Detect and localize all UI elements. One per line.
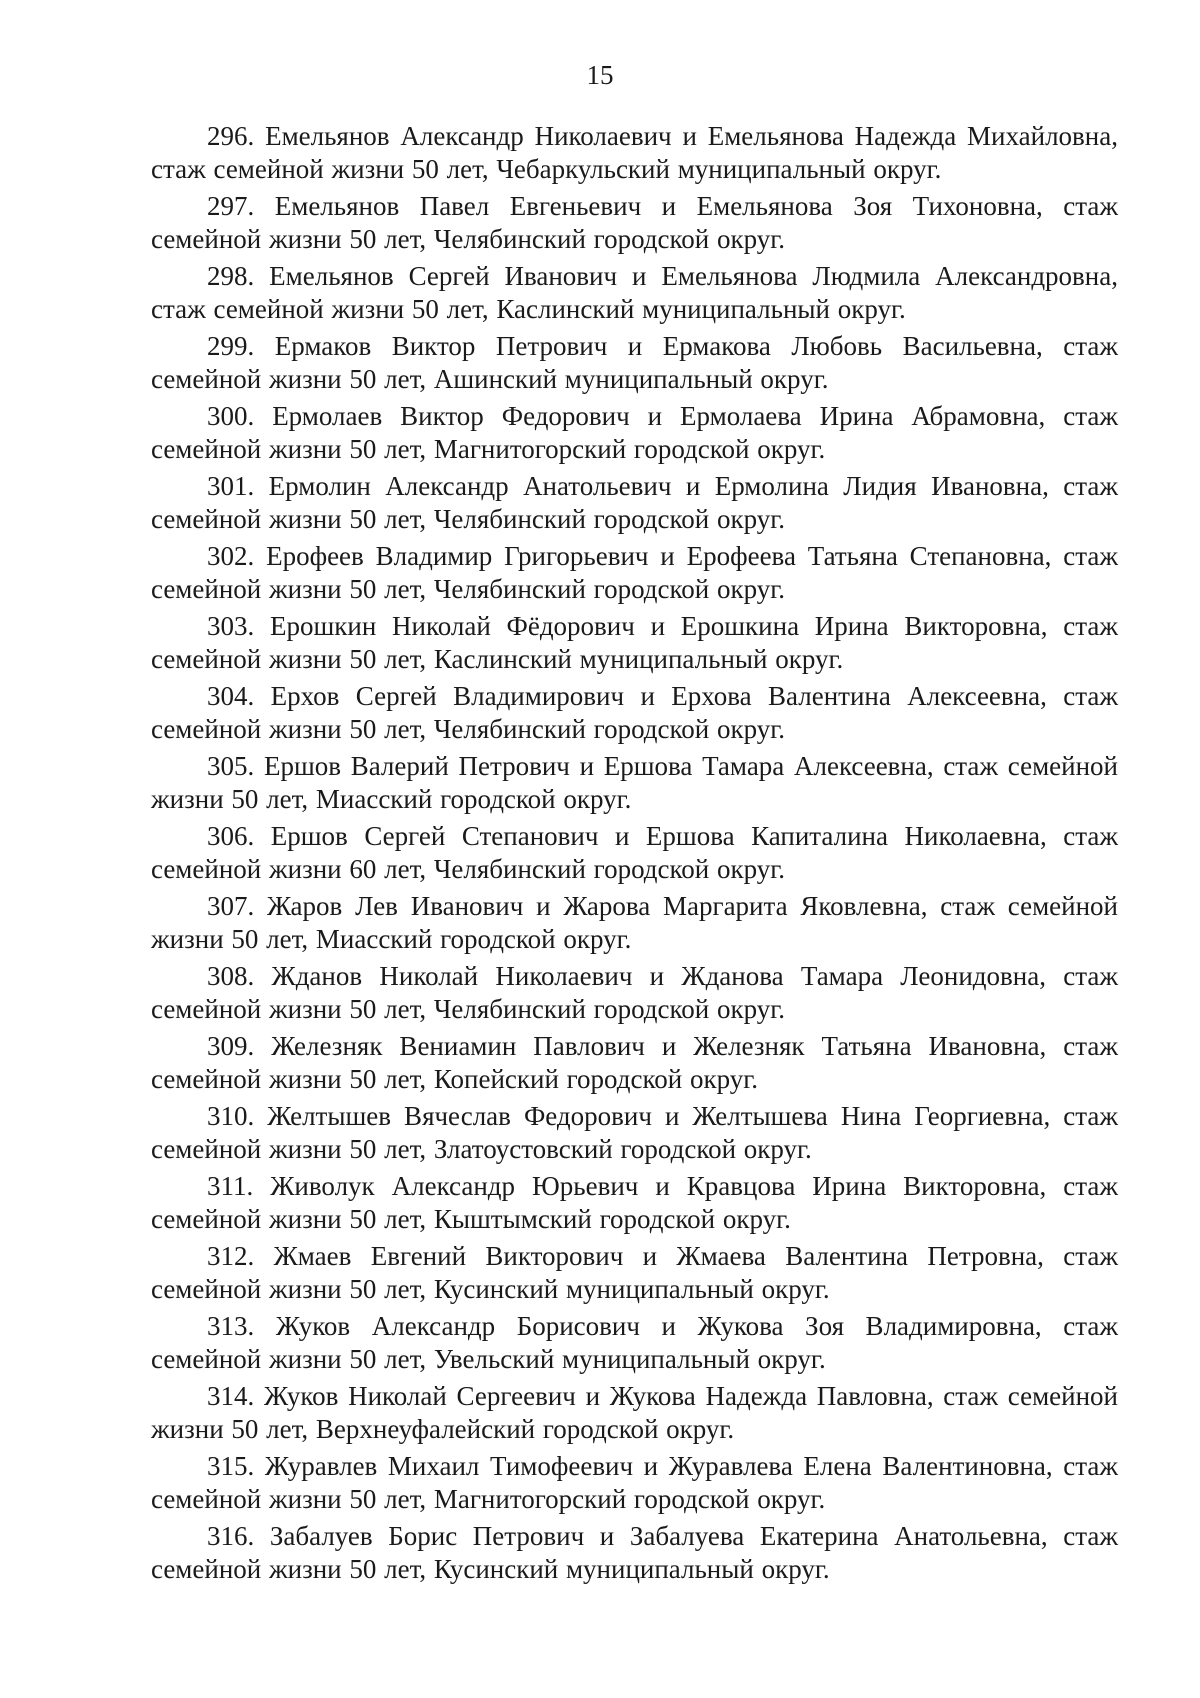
- list-item: 310. Желтышев Вячеслав Федорович и Желтышева Нина Георгиевна, стаж семейной жизни 50 лет, Златоустовский городской округ.: [151, 1101, 1118, 1164]
- list-item: 309. Железняк Вениамин Павлович и Железняк Татьяна Ивановна, стаж семейной жизни 50 лет, Копейский городской округ.: [151, 1031, 1118, 1094]
- page-number: 15: [586, 60, 614, 90]
- list-item: 298. Емельянов Сергей Иванович и Емельянова Людмила Александровна, стаж семейной жизни 50 лет, Каслинский муниципальный округ.: [151, 261, 1118, 324]
- list-item: 308. Жданов Николай Николаевич и Жданова Тамара Леонидовна, стаж семейной жизни 50 лет, Челябинский городской округ.: [151, 961, 1118, 1024]
- list-item: 307. Жаров Лев Иванович и Жарова Маргарита Яковлевна, стаж семейной жизни 50 лет, Миасский городской округ.: [151, 891, 1118, 954]
- list-item: 316. Забалуев Борис Петрович и Забалуева Екатерина Анатольевна, стаж семейной жизни 50 лет, Кусинский муниципальный округ.: [151, 1521, 1118, 1584]
- list-item: 302. Ерофеев Владимир Григорьевич и Ерофеева Татьяна Степановна, стаж семейной жизни 50 лет, Челябинский городской округ.: [151, 541, 1118, 604]
- list-item: 300. Ермолаев Виктор Федорович и Ермолаева Ирина Абрамовна, стаж семейной жизни 50 лет, Магнитогорский городской округ.: [151, 401, 1118, 464]
- list-item: 299. Ермаков Виктор Петрович и Ермакова Любовь Васильевна, стаж семейной жизни 50 лет, Ашинский муниципальный округ.: [151, 331, 1118, 394]
- list-item: 297. Емельянов Павел Евгеньевич и Емельянова Зоя Тихоновна, стаж семейной жизни 50 лет, Челябинский городской округ.: [151, 191, 1118, 254]
- list-item: 313. Жуков Александр Борисович и Жукова Зоя Владимировна, стаж семейной жизни 50 лет, Увельский муниципальный округ.: [151, 1311, 1118, 1374]
- list-item: 311. Живолук Александр Юрьевич и Кравцова Ирина Викторовна, стаж семейной жизни 50 лет, Кыштымский городской округ.: [151, 1171, 1118, 1234]
- list-item: 301. Ермолин Александр Анатольевич и Ермолина Лидия Ивановна, стаж семейной жизни 50 лет, Челябинский городской округ.: [151, 471, 1118, 534]
- list-item: 305. Ершов Валерий Петрович и Ершова Тамара Алексеевна, стаж семейной жизни 50 лет, Миасский городской округ.: [151, 751, 1118, 814]
- list-item: 296. Емельянов Александр Николаевич и Емельянова Надежда Михайловна, стаж семейной жизни 50 лет, Чебаркульский муниципальный округ.: [151, 121, 1118, 184]
- list-item: 315. Журавлев Михаил Тимофеевич и Журавлева Елена Валентиновна, стаж семейной жизни 50 лет, Магнитогорский городской округ.: [151, 1451, 1118, 1514]
- list-item: 312. Жмаев Евгений Викторович и Жмаева Валентина Петровна, стаж семейной жизни 50 лет, Кусинский муниципальный округ.: [151, 1241, 1118, 1304]
- list-item: 303. Ерошкин Николай Фёдорович и Ерошкина Ирина Викторовна, стаж семейной жизни 50 лет, Каслинский муниципальный округ.: [151, 611, 1118, 674]
- list-item: 304. Ерхов Сергей Владимирович и Ерхова Валентина Алексеевна, стаж семейной жизни 50 лет, Челябинский городской округ.: [151, 681, 1118, 744]
- entry-list: [151, 120, 1118, 1590]
- list-item: 306. Ершов Сергей Степанович и Ершова Капиталина Николаевна, стаж семейной жизни 60 лет, Челябинский городской округ.: [151, 821, 1118, 884]
- list-item: 314. Жуков Николай Сергеевич и Жукова Надежда Павловна, стаж семейной жизни 50 лет, Верхнеуфалейский городской округ.: [151, 1381, 1118, 1444]
